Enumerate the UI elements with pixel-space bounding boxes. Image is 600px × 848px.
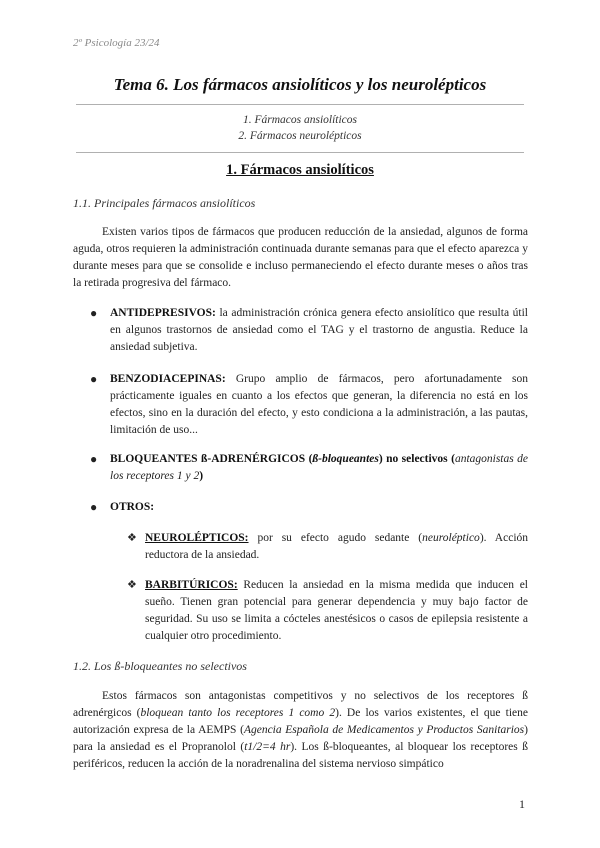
bullet-icon: ● [90,452,98,466]
section-heading: 1. Fármacos ansiolíticos [226,162,374,178]
divider-bottom [76,152,524,153]
bullet-term: BLOQUEANTES ß-ADRENÉRGICOS [110,453,306,465]
page-header: 2º Psicología 23/24 [73,37,160,49]
list-item [90,371,528,439]
table-of-contents [0,112,600,144]
bullet-text: la administración crónica genera efecto ansiolítico que resulta útil en algunos trastornos de ansiedad como el TAG y el trastorno de angustia. Reduce la ansiedad subjetiva. [110,307,528,353]
bullet-text: Grupo amplio de fármacos, pero afortunadamente son prácticamente iguales en cuanto a los efectos que generan, la diferencia no está en los efectos, sino en la duración del efecto, y esto condiciona a la administración, a las pautas, limitación de uso... [110,373,528,436]
body-paragraph: Estos fármacos son antagonistas competitivos y no selectivos de los receptores ß adrenérgicos (bloquean tanto los receptores 1 como 2). De los varios existentes, el que tiene autorización expresa de la AEMPS (Agencia Española de Medicamentos y Productos Sanitarios) para la ansiedad es el Propranolol (t1/2=4 hr). Los ß-bloqueantes, al bloquear los receptores ß periféricos, reducen la acción de la noradrenalina del sistema nervioso simpático [73,690,528,770]
list-item [90,499,528,516]
divider-top [76,104,524,105]
bullet-icon: ● [90,372,98,386]
subsection-heading: 1.1. Principales fármacos ansiolíticos [73,196,256,210]
toc-item: 1. Fármacos ansiolíticos [242,114,358,126]
list-item [90,305,528,356]
page-number: 1 [519,797,525,811]
list-item: ● BLOQUEANTES ß-ADRENÉRGICOS (ß-bloqueantes) no selectivos (antagonistas de los receptores 1 y 2) [90,452,528,482]
diamond-bullet-icon: ❖ [127,532,137,544]
sub-item-term: NEUROLÉPTICOS: [145,532,249,544]
diamond-bullet-icon: ❖ [127,579,137,591]
sub-list-item: ❖ BARBITÚRICOS: Reducen la ansiedad en la misma medida que inducen el sueño. Tienen gran potencial para generar dependencia y muy bajo factor de seguridad. Su uso se limita a cócteles anestésicos o casos de epilepsia resistente a cualquier otro procedimiento. [127,579,528,642]
bullet-term: ANTIDEPRESIVOS: [110,307,216,319]
bullet-icon: ● [90,500,98,514]
bullet-term: OTROS: [110,501,155,513]
bullet-term: BENZODIACEPINAS: [110,373,226,385]
intro-paragraph: Existen varios tipos de fármacos que producen reducción de la ansiedad, algunos de forma aguda, otros requieren la administración continuada durante semanas para que el efecto aparezca y durante meses para que se consolide e incluso permaneciendo el efecto durante meses o años tras la retirada progresiva del fármaco. [73,226,528,289]
sub-item-term: BARBITÚRICOS: [145,579,238,591]
sub-list-item: ❖ NEUROLÉPTICOS: por su efecto agudo sedante (neuroléptico). Acción reductora de la ansiedad. [127,532,529,561]
bullet-icon: ● [90,306,98,320]
subsection-heading: 1.2. Los ß-bloqueantes no selectivos [73,659,247,673]
toc-item: 2. Fármacos neurolépticos [238,130,362,142]
document-title: Tema 6. Los fármacos ansiolíticos y los neurolépticos [113,75,487,94]
